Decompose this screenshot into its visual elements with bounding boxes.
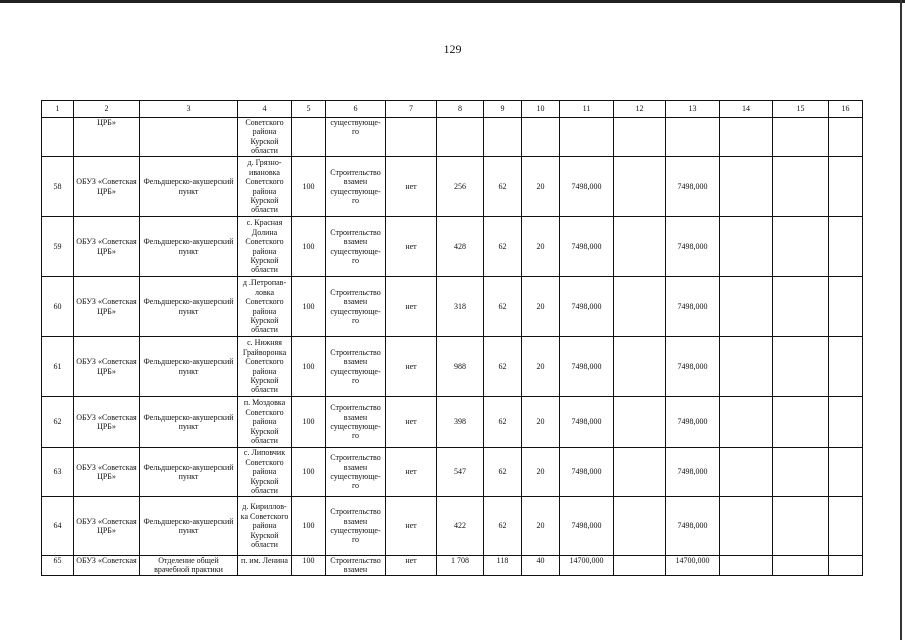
table-cell-col-4: с. Нижняя Грайворонка Советского района Курской области bbox=[238, 337, 292, 397]
table-cell-col-13: 7498,000 bbox=[666, 277, 720, 337]
table-header-row bbox=[42, 101, 863, 118]
table-row bbox=[42, 157, 863, 217]
table-cell-col-10: 20 bbox=[522, 397, 560, 448]
table-cell-col-4: с. Липовчик Советского района Курской области bbox=[238, 448, 292, 497]
table-cell-col-3: Фельдшерско-акушерский пункт bbox=[140, 277, 238, 337]
table-cell-col-13: 7498,000 bbox=[666, 337, 720, 397]
table-cell-col-6: Строительство взамен существующе-го bbox=[326, 217, 386, 277]
table-cell-col-11: 7498,000 bbox=[560, 337, 614, 397]
table-cell-col-7: нет bbox=[386, 157, 437, 217]
table-cell-col-5 bbox=[292, 118, 326, 157]
table-cell-col-13: 7498,000 bbox=[666, 397, 720, 448]
table-cell-col-13: 7498,000 bbox=[666, 448, 720, 497]
table-cell-col-8: 988 bbox=[437, 337, 484, 397]
table-cell-col-13: 7498,000 bbox=[666, 497, 720, 556]
page-number: 129 bbox=[443, 42, 462, 56]
table-cell-col-12 bbox=[614, 217, 666, 277]
table-cell-col-9: 62 bbox=[484, 397, 522, 448]
table-cell-col-9: 62 bbox=[484, 448, 522, 497]
table-cell-col-7: нет bbox=[386, 556, 437, 576]
table-row bbox=[42, 556, 863, 576]
table-cell-col-3: Отделение общей врачебной практики bbox=[140, 556, 238, 576]
table-cell-col-6: Строительство взамен существующе-го bbox=[326, 157, 386, 217]
table-cell-col-9 bbox=[484, 118, 522, 157]
table-cell-col-6: Строительство взамен существующе-го bbox=[326, 277, 386, 337]
table-row bbox=[42, 277, 863, 337]
table-cell-col-10 bbox=[522, 118, 560, 157]
table-cell-col-9: 62 bbox=[484, 277, 522, 337]
table-cell-col-10: 20 bbox=[522, 157, 560, 217]
column-header: 14 bbox=[720, 101, 773, 118]
table-cell-col-10: 20 bbox=[522, 448, 560, 497]
table-cell-col-5: 100 bbox=[292, 556, 326, 576]
table-cell-col-7: нет bbox=[386, 397, 437, 448]
table-cell-col-3 bbox=[140, 118, 238, 157]
table-cell-col-8: 398 bbox=[437, 397, 484, 448]
column-header: 5 bbox=[292, 101, 326, 118]
column-header: 16 bbox=[829, 101, 863, 118]
table-cell-col-5: 100 bbox=[292, 157, 326, 217]
column-header: 1 bbox=[42, 101, 74, 118]
table-cell-col-10: 20 bbox=[522, 217, 560, 277]
table-cell-col-13: 14700,000 bbox=[666, 556, 720, 576]
table-cell-col-7: нет bbox=[386, 277, 437, 337]
table-cell-col-6: Строительство взамен существующе-го bbox=[326, 337, 386, 397]
table-cell-col-1: 59 bbox=[42, 217, 74, 277]
table-cell-col-2: ОБУЗ «Советская bbox=[74, 556, 140, 576]
table-cell-col-10: 20 bbox=[522, 337, 560, 397]
table-cell-col-1: 63 bbox=[42, 448, 74, 497]
table-cell-col-10: 20 bbox=[522, 277, 560, 337]
page-right-border bbox=[900, 0, 902, 640]
table-cell-col-10: 20 bbox=[522, 497, 560, 556]
table-cell-col-3: Фельдшерско-акушерский пункт bbox=[140, 217, 238, 277]
table-cell-col-5: 100 bbox=[292, 497, 326, 556]
table-row bbox=[42, 118, 863, 157]
table-cell-col-6: Строительство взамен bbox=[326, 556, 386, 576]
table-cell-col-8: 318 bbox=[437, 277, 484, 337]
table-cell-col-9: 62 bbox=[484, 217, 522, 277]
table-cell-col-8: 256 bbox=[437, 157, 484, 217]
table-cell-col-2: ЦРБ» bbox=[74, 118, 140, 157]
table-cell-col-13 bbox=[666, 118, 720, 157]
table-cell-col-5: 100 bbox=[292, 397, 326, 448]
table-cell-col-6: Строительство взамен существующе-го bbox=[326, 497, 386, 556]
table-cell-col-12 bbox=[614, 556, 666, 576]
table-cell-col-7: нет bbox=[386, 497, 437, 556]
table-cell-col-14 bbox=[720, 217, 773, 277]
table-cell-col-11: 7498,000 bbox=[560, 448, 614, 497]
table-cell-col-12 bbox=[614, 277, 666, 337]
column-header: 8 bbox=[437, 101, 484, 118]
table-cell-col-16 bbox=[829, 217, 863, 277]
table-cell-col-12 bbox=[614, 157, 666, 217]
table-cell-col-15 bbox=[773, 556, 829, 576]
page-top-border bbox=[0, 0, 905, 3]
table-cell-col-3: Фельдшерско-акушерский пункт bbox=[140, 397, 238, 448]
column-header: 6 bbox=[326, 101, 386, 118]
table-cell-col-12 bbox=[614, 337, 666, 397]
table-cell-col-8: 1 708 bbox=[437, 556, 484, 576]
table-cell-col-15 bbox=[773, 277, 829, 337]
table-row bbox=[42, 397, 863, 448]
table-cell-col-13: 7498,000 bbox=[666, 217, 720, 277]
table-cell-col-2: ОБУЗ «Советская ЦРБ» bbox=[74, 497, 140, 556]
table-cell-col-14 bbox=[720, 157, 773, 217]
table-cell-col-3: Фельдшерско-акушерский пункт bbox=[140, 497, 238, 556]
table-cell-col-7 bbox=[386, 118, 437, 157]
table-cell-col-2: ОБУЗ «Советская ЦРБ» bbox=[74, 448, 140, 497]
table-cell-col-9: 62 bbox=[484, 157, 522, 217]
table-cell-col-4: Советского района Курской области bbox=[238, 118, 292, 157]
table-cell-col-9: 62 bbox=[484, 337, 522, 397]
table-cell-col-7: нет bbox=[386, 448, 437, 497]
table-cell-col-16 bbox=[829, 497, 863, 556]
table-cell-col-6: существующе-го bbox=[326, 118, 386, 157]
table-cell-col-1 bbox=[42, 118, 74, 157]
table-row bbox=[42, 337, 863, 397]
table-cell-col-3: Фельдшерско-акушерский пункт bbox=[140, 157, 238, 217]
table-cell-col-9: 62 bbox=[484, 497, 522, 556]
table-cell-col-15 bbox=[773, 157, 829, 217]
table-cell-col-14 bbox=[720, 448, 773, 497]
table-cell-col-15 bbox=[773, 337, 829, 397]
table-cell-col-4: п. им. Ленина bbox=[238, 556, 292, 576]
table-row bbox=[42, 217, 863, 277]
table-body bbox=[42, 118, 863, 576]
table-cell-col-16 bbox=[829, 556, 863, 576]
table-cell-col-1: 58 bbox=[42, 157, 74, 217]
table-cell-col-6: Строительство взамен существующе-го bbox=[326, 448, 386, 497]
table-cell-col-16 bbox=[829, 337, 863, 397]
table-cell-col-11: 7498,000 bbox=[560, 277, 614, 337]
table-cell-col-8: 428 bbox=[437, 217, 484, 277]
table-cell-col-15 bbox=[773, 118, 829, 157]
column-header: 4 bbox=[238, 101, 292, 118]
table-cell-col-16 bbox=[829, 118, 863, 157]
table-cell-col-15 bbox=[773, 217, 829, 277]
table-cell-col-6: Строительство взамен существующе-го bbox=[326, 397, 386, 448]
table-cell-col-1: 60 bbox=[42, 277, 74, 337]
table-cell-col-5: 100 bbox=[292, 277, 326, 337]
table-cell-col-4: д. Кириллов-ка Советского района Курской области bbox=[238, 497, 292, 556]
table-cell-col-3: Фельдшерско-акушерский пункт bbox=[140, 448, 238, 497]
table-cell-col-12 bbox=[614, 497, 666, 556]
column-header: 13 bbox=[666, 101, 720, 118]
column-header: 3 bbox=[140, 101, 238, 118]
table-cell-col-14 bbox=[720, 556, 773, 576]
table-cell-col-2: ОБУЗ «Советская ЦРБ» bbox=[74, 337, 140, 397]
table-cell-col-4: д .Петропав-ловка Советского района Курской области bbox=[238, 277, 292, 337]
table-cell-col-1: 64 bbox=[42, 497, 74, 556]
table-cell-col-14 bbox=[720, 277, 773, 337]
table-cell-col-10: 40 bbox=[522, 556, 560, 576]
table-cell-col-15 bbox=[773, 497, 829, 556]
table-cell-col-12 bbox=[614, 448, 666, 497]
table-cell-col-2: ОБУЗ «Советская ЦРБ» bbox=[74, 217, 140, 277]
table-cell-col-11: 14700,000 bbox=[560, 556, 614, 576]
table-cell-col-13: 7498,000 bbox=[666, 157, 720, 217]
table-cell-col-2: ОБУЗ «Советская ЦРБ» bbox=[74, 277, 140, 337]
table-cell-col-14 bbox=[720, 118, 773, 157]
data-table bbox=[41, 100, 863, 576]
table-cell-col-11: 7498,000 bbox=[560, 397, 614, 448]
column-header: 7 bbox=[386, 101, 437, 118]
column-header: 11 bbox=[560, 101, 614, 118]
table-cell-col-2: ОБУЗ «Советская ЦРБ» bbox=[74, 397, 140, 448]
table-cell-col-16 bbox=[829, 397, 863, 448]
table-cell-col-14 bbox=[720, 497, 773, 556]
table-cell-col-1: 65 bbox=[42, 556, 74, 576]
table-cell-col-9: 118 bbox=[484, 556, 522, 576]
table-row bbox=[42, 448, 863, 497]
table-cell-col-16 bbox=[829, 448, 863, 497]
table-cell-col-4: с. Красная Долина Советского района Курской области bbox=[238, 217, 292, 277]
table-cell-col-7: нет bbox=[386, 217, 437, 277]
table-cell-col-11 bbox=[560, 118, 614, 157]
table-cell-col-14 bbox=[720, 397, 773, 448]
table-cell-col-5: 100 bbox=[292, 448, 326, 497]
table-cell-col-12 bbox=[614, 118, 666, 157]
table-cell-col-15 bbox=[773, 448, 829, 497]
table-cell-col-8 bbox=[437, 118, 484, 157]
table-cell-col-2: ОБУЗ «Советская ЦРБ» bbox=[74, 157, 140, 217]
column-header: 15 bbox=[773, 101, 829, 118]
table-cell-col-8: 422 bbox=[437, 497, 484, 556]
column-header: 10 bbox=[522, 101, 560, 118]
table-cell-col-12 bbox=[614, 397, 666, 448]
table-cell-col-4: д. Грязно-ивановка Советского района Курской области bbox=[238, 157, 292, 217]
table-cell-col-7: нет bbox=[386, 337, 437, 397]
table-cell-col-8: 547 bbox=[437, 448, 484, 497]
column-header: 12 bbox=[614, 101, 666, 118]
table-cell-col-3: Фельдшерско-акушерский пункт bbox=[140, 337, 238, 397]
table-cell-col-16 bbox=[829, 277, 863, 337]
table-cell-col-11: 7498,000 bbox=[560, 497, 614, 556]
table-cell-col-5: 100 bbox=[292, 337, 326, 397]
column-header: 2 bbox=[74, 101, 140, 118]
table-cell-col-14 bbox=[720, 337, 773, 397]
table-cell-col-1: 62 bbox=[42, 397, 74, 448]
table-row bbox=[42, 497, 863, 556]
table-cell-col-5: 100 bbox=[292, 217, 326, 277]
table-cell-col-11: 7498,000 bbox=[560, 217, 614, 277]
table-cell-col-4: п. Моздовка Советского района Курской области bbox=[238, 397, 292, 448]
table-cell-col-1: 61 bbox=[42, 337, 74, 397]
table-cell-col-16 bbox=[829, 157, 863, 217]
table-cell-col-11: 7498,000 bbox=[560, 157, 614, 217]
table-cell-col-15 bbox=[773, 397, 829, 448]
column-header: 9 bbox=[484, 101, 522, 118]
